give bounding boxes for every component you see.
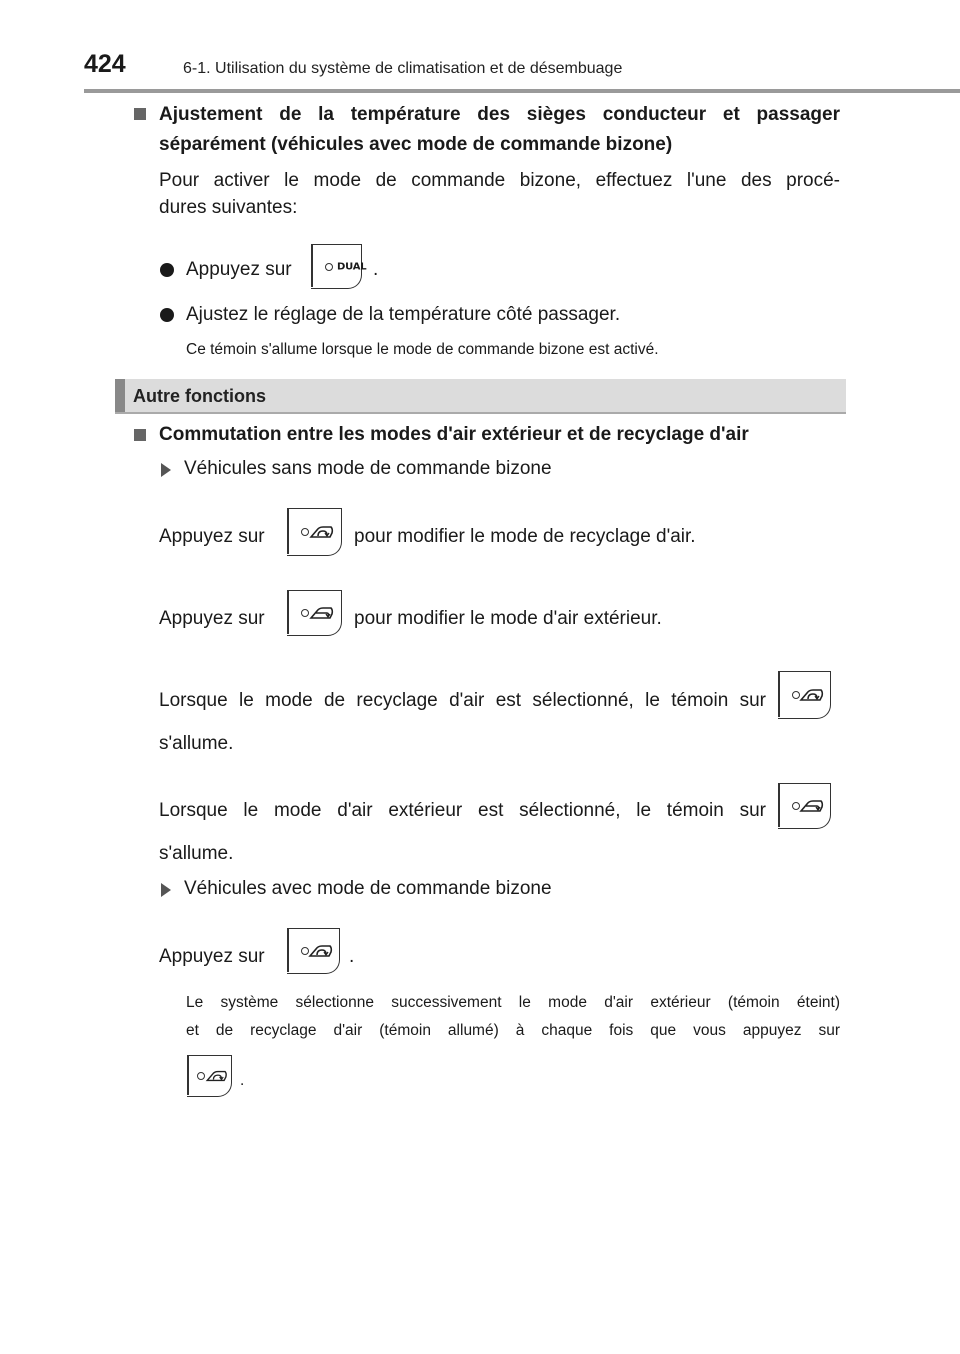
- section1-intro-line1: Pour activer le mode de commande bizone, effectuez l'une des procé-: [159, 170, 840, 191]
- recirculation-button-dual[interactable]: [287, 928, 340, 974]
- recirculation-button[interactable]: [287, 508, 342, 556]
- line1-pre: Appuyez sur: [159, 526, 265, 547]
- indicator-led-icon: [325, 263, 333, 271]
- square-bullet-icon: [134, 429, 146, 441]
- line5-post: .: [349, 946, 355, 967]
- indicator-led-icon: [301, 609, 309, 617]
- bullet1-end: .: [373, 259, 379, 280]
- section1-title-line1: Ajustement de la température des sièges conducteur et passager: [159, 104, 840, 125]
- round-bullet-icon: [160, 263, 174, 277]
- indicator-led-icon: [301, 528, 309, 536]
- line3: Lorsque le mode de recyclage d'air est sélectionné, le témoin sur: [159, 690, 766, 711]
- line4-end: s'allume.: [159, 843, 234, 864]
- line2-pre: Appuyez sur: [159, 608, 265, 629]
- outside-air-icon: [309, 604, 335, 622]
- section2-title: Commutation entre les modes d'air extérieur et de recyclage d'air: [159, 424, 749, 445]
- recirculation-icon-inline: [187, 1055, 232, 1097]
- bullet1-text: Appuyez sur: [186, 259, 292, 280]
- round-bullet-icon: [160, 308, 174, 322]
- triangle-bullet-icon: [161, 883, 171, 897]
- indicator-led-icon: [197, 1072, 205, 1080]
- line1-post: pour modifier le mode de recyclage d'air.: [354, 526, 696, 547]
- recirculation-air-icon: [799, 686, 825, 704]
- line3-end: s'allume.: [159, 733, 234, 754]
- square-bullet-icon: [134, 108, 146, 120]
- header-title: 6-1. Utilisation du système de climatisation et de désembuage: [183, 60, 623, 77]
- recirculation-air-icon: [308, 942, 334, 960]
- section1-note: Ce témoin s'allume lorsque le mode de commande bizone est activé.: [186, 341, 659, 358]
- recirculation-air-icon: [205, 1068, 229, 1084]
- note-end: .: [240, 1072, 245, 1089]
- subheading-with-dual: Véhicules avec mode de commande bizone: [184, 878, 552, 899]
- dual-label: DUAL: [337, 261, 367, 272]
- outside-air-button[interactable]: [287, 590, 342, 636]
- triangle-bullet-icon: [161, 463, 171, 477]
- outside-air-icon: [799, 797, 825, 815]
- subheading-without-dual: Véhicules sans mode de commande bizone: [184, 458, 552, 479]
- dual-button[interactable]: [311, 244, 367, 289]
- recirculation-indicator: [778, 671, 831, 719]
- header-rule: [84, 89, 960, 93]
- recirculation-air-icon: [309, 523, 335, 541]
- line2-post: pour modifier le mode d'air extérieur.: [354, 608, 662, 629]
- line4: Lorsque le mode d'air extérieur est sélectionné, le témoin sur: [159, 800, 766, 821]
- section-bar-accent: [115, 379, 125, 412]
- line5-pre: Appuyez sur: [159, 946, 265, 967]
- outside-air-indicator: [778, 783, 831, 829]
- bullet2-text: Ajustez le réglage de la température côté passager.: [186, 304, 621, 325]
- note-line2: et de recyclage d'air (témoin allumé) à chaque fois que vous appuyez sur: [186, 1022, 840, 1039]
- section1-title-line2: séparément (véhicules avec mode de commande bizone): [159, 134, 673, 155]
- section-title: Autre fonctions: [133, 386, 266, 406]
- section1-intro-line2: dures suivantes:: [159, 197, 298, 218]
- note-line1: Le système sélectionne successivement le mode d'air extérieur (témoin éteint): [186, 994, 840, 1011]
- page-number: 424: [84, 50, 126, 78]
